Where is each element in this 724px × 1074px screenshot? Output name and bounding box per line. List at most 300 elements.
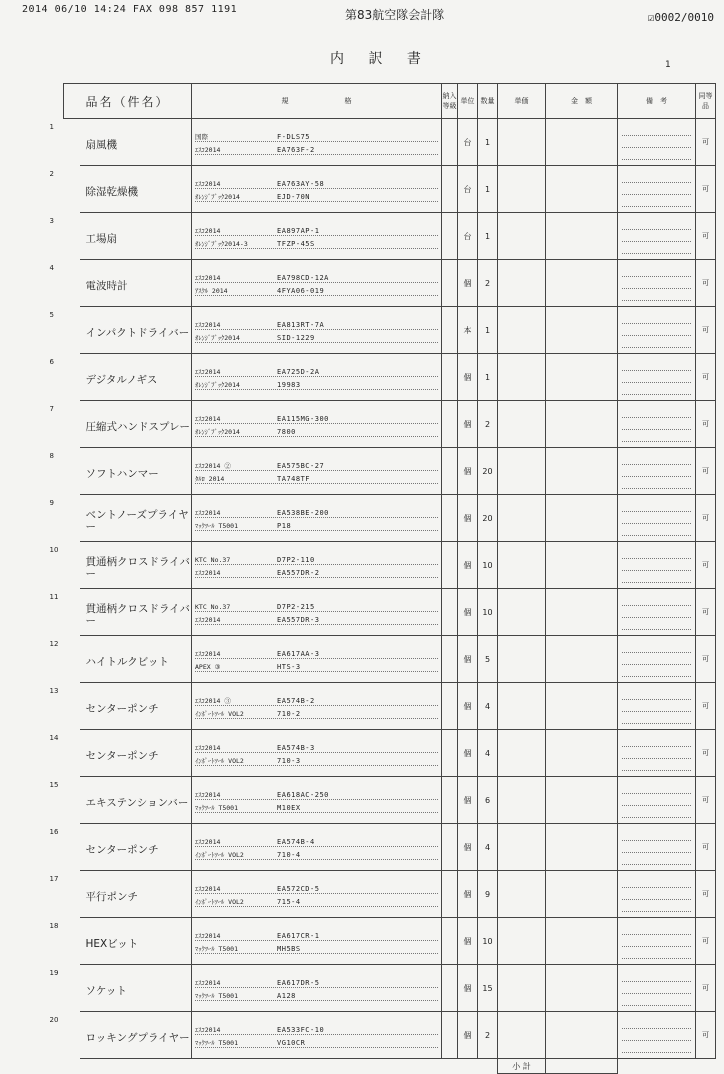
item-price (498, 871, 546, 918)
item-price (498, 495, 546, 542)
spec-line (195, 505, 438, 518)
spec-source: ｵﾚﾝｼﾞﾌﾞｯｸ2014-3 (195, 240, 248, 248)
item-grade (442, 636, 458, 683)
spec-source: ｴｽｺ2014 (195, 415, 221, 423)
item-qty: 15 (478, 965, 498, 1012)
item-qty: 2 (478, 260, 498, 307)
spec-line (195, 988, 438, 1001)
col-note: 備 考 (618, 84, 696, 119)
item-spec (192, 589, 442, 636)
item-unit: 個 (458, 401, 478, 448)
spec-model: EA572CD-5 (277, 885, 320, 893)
item-note (618, 777, 696, 824)
item-note (618, 166, 696, 213)
spec-source: ｴｽｺ2014 (195, 274, 221, 282)
spec-source: ｴｽｺ2014 (195, 932, 221, 940)
spec-model: EA574B-2 (277, 697, 315, 705)
item-same: 可 (696, 683, 716, 730)
item-same: 可 (696, 119, 716, 166)
table-row (64, 495, 716, 542)
table-row (64, 448, 716, 495)
item-note (618, 542, 696, 589)
spec-model: EA575BC-27 (277, 462, 325, 470)
spec-source: ｴｽｺ2014 (195, 838, 221, 846)
row-number: 11 (49, 593, 59, 601)
item-spec (192, 166, 442, 213)
item-price (498, 448, 546, 495)
page-counter: ☑0002/0010 (647, 11, 714, 24)
item-price (498, 683, 546, 730)
item-same: 可 (696, 401, 716, 448)
item-name: ソケット (80, 965, 192, 1012)
item-price (498, 636, 546, 683)
spec-source: ｴｽｺ2014 ② (195, 462, 231, 470)
row-number: 13 (49, 687, 59, 695)
item-name: センターポンチ (80, 683, 192, 730)
spec-source: 国際 (195, 133, 209, 141)
item-same: 可 (696, 777, 716, 824)
item-note (618, 401, 696, 448)
spec-model: M10EX (277, 804, 301, 812)
spec-line (195, 928, 438, 941)
spec-source: ｱｽｸﾙ 2014 (195, 287, 228, 295)
item-same: 可 (696, 871, 716, 918)
item-qty: 9 (478, 871, 498, 918)
spec-model: EA574B-4 (277, 838, 315, 846)
item-unit: 個 (458, 1012, 478, 1059)
item-grade (442, 918, 458, 965)
spec-source: APEX ③ (195, 663, 221, 671)
item-note (618, 1012, 696, 1059)
col-name: 品名（件名） (64, 84, 192, 119)
fax-header: 2014 06/10 14:24 FAX 098 857 1191 (22, 4, 238, 15)
item-grade (442, 119, 458, 166)
spec-line (195, 411, 438, 424)
spec-model: 710-3 (277, 757, 301, 765)
item-spec (192, 824, 442, 871)
org-name: 第83航空隊会計隊 (345, 8, 445, 22)
item-spec (192, 636, 442, 683)
row-number-cell (49, 260, 80, 307)
spec-model: EA897AP-1 (277, 227, 320, 235)
spec-model: SID-1229 (277, 334, 315, 342)
row-number-cell (49, 824, 80, 871)
item-qty: 4 (478, 683, 498, 730)
fax-page-icon: ☑ (647, 11, 655, 24)
item-note (618, 730, 696, 777)
item-qty: 2 (478, 401, 498, 448)
item-name: 貫通柄クロスドライバー (80, 589, 192, 636)
item-name: センターポンチ (80, 730, 192, 777)
item-grade (442, 824, 458, 871)
item-spec (192, 918, 442, 965)
item-price (498, 542, 546, 589)
item-unit: 個 (458, 542, 478, 589)
spec-model: D7P2-110 (277, 556, 315, 564)
item-note (618, 589, 696, 636)
spec-line (195, 659, 438, 672)
item-same: 可 (696, 965, 716, 1012)
spec-source: ｴｽｺ2014 (195, 146, 221, 154)
spec-line (195, 176, 438, 189)
item-unit: 台 (458, 119, 478, 166)
item-name: 電波時計 (80, 260, 192, 307)
item-note (618, 307, 696, 354)
row-number: 19 (49, 969, 59, 977)
row-number: 17 (49, 875, 59, 883)
spec-model: EA574B-3 (277, 744, 315, 752)
spec-source: ｴｽｺ2014 (195, 509, 221, 517)
table-row (64, 918, 716, 965)
spec-source: ｴｽｺ2014 (195, 321, 221, 329)
spec-source: ｴｽｺ2014 (195, 1026, 221, 1034)
spec-line (195, 364, 438, 377)
spec-model: HTS-3 (277, 663, 301, 671)
item-same: 可 (696, 1012, 716, 1059)
item-grade (442, 448, 458, 495)
spec-line (195, 894, 438, 907)
spec-source: ｲﾝﾎﾟｰﾄﾂｰﾙ VOL2 (195, 710, 244, 718)
spec-source: ｴｽｺ2014 (195, 885, 221, 893)
item-same: 可 (696, 918, 716, 965)
item-price (498, 824, 546, 871)
table-row (64, 213, 716, 260)
spec-model: F-DLS75 (277, 133, 311, 141)
row-number-cell (49, 354, 80, 401)
spec-line (195, 142, 438, 155)
item-price (498, 213, 546, 260)
col-spec: 規 格 (192, 84, 442, 119)
item-unit: 個 (458, 495, 478, 542)
item-amount (546, 307, 618, 354)
spec-model: EA813RT-7A (277, 321, 325, 329)
item-name: 平行ポンチ (80, 871, 192, 918)
spec-model: 4FYA06-019 (277, 287, 325, 295)
item-price (498, 965, 546, 1012)
item-spec (192, 965, 442, 1012)
row-number-cell (49, 871, 80, 918)
spec-line (195, 317, 438, 330)
item-unit: 個 (458, 636, 478, 683)
item-note (618, 824, 696, 871)
spec-model: EA557DR-3 (277, 616, 320, 624)
item-grade (442, 354, 458, 401)
spec-line (195, 223, 438, 236)
item-amount (546, 824, 618, 871)
spec-line (195, 471, 438, 484)
item-spec (192, 260, 442, 307)
table-row (64, 1012, 716, 1059)
item-unit: 個 (458, 777, 478, 824)
spec-source: ｵﾚﾝｼﾞﾌﾞｯｸ2014 (195, 193, 240, 201)
item-amount (546, 1012, 618, 1059)
table-row (64, 965, 716, 1012)
item-amount (546, 542, 618, 589)
spec-model: EA115MG-300 (277, 415, 329, 423)
spec-line (195, 270, 438, 283)
item-name: ベントノーズプライヤー (80, 495, 192, 542)
item-spec (192, 683, 442, 730)
row-number: 3 (49, 217, 54, 225)
item-amount (546, 918, 618, 965)
item-name: センターポンチ (80, 824, 192, 871)
item-grade (442, 495, 458, 542)
row-number: 6 (49, 358, 54, 366)
spec-line (195, 941, 438, 954)
row-number-cell (49, 589, 80, 636)
spec-source: ｴｽｺ2014 (195, 616, 221, 624)
item-note (618, 918, 696, 965)
item-amount (546, 589, 618, 636)
item-same: 可 (696, 542, 716, 589)
item-name: 扇風機 (80, 119, 192, 166)
row-number: 18 (49, 922, 59, 930)
item-name: デジタルノギス (80, 354, 192, 401)
item-amount (546, 166, 618, 213)
row-number-cell (49, 401, 80, 448)
row-number-cell (49, 495, 80, 542)
item-amount (546, 965, 618, 1012)
table-row (64, 730, 716, 777)
item-qty: 20 (478, 448, 498, 495)
item-qty: 10 (478, 589, 498, 636)
item-qty: 1 (478, 119, 498, 166)
row-number: 4 (49, 264, 54, 272)
item-spec (192, 1012, 442, 1059)
spec-model: 715-4 (277, 898, 301, 906)
spec-line (195, 518, 438, 531)
item-qty: 20 (478, 495, 498, 542)
row-number: 2 (49, 170, 54, 178)
row-number-cell (49, 918, 80, 965)
spec-source: ｴｽｺ2014 ③ (195, 697, 231, 705)
spec-source: ｴｽｺ2014 (195, 368, 221, 376)
spec-source: ｵﾚﾝｼﾞﾌﾞｯｸ2014 (195, 428, 240, 436)
item-qty: 10 (478, 918, 498, 965)
item-price (498, 730, 546, 777)
item-same: 可 (696, 260, 716, 307)
item-spec (192, 307, 442, 354)
spec-line (195, 565, 438, 578)
spec-source: ｴｽｺ2014 (195, 744, 221, 752)
item-grade (442, 213, 458, 260)
spec-model: EA763AY-58 (277, 180, 325, 188)
spec-line (195, 236, 438, 249)
item-name: 貫通柄クロスドライバー (80, 542, 192, 589)
item-unit: 本 (458, 307, 478, 354)
row-number: 10 (49, 546, 59, 554)
item-amount (546, 730, 618, 777)
row-number: 1 (49, 123, 54, 132)
item-price (498, 166, 546, 213)
spec-model: TA748TF (277, 475, 311, 483)
spec-line (195, 424, 438, 437)
item-same: 可 (696, 495, 716, 542)
item-unit: 台 (458, 213, 478, 260)
item-spec (192, 730, 442, 777)
spec-line (195, 612, 438, 625)
row-number-cell (49, 777, 80, 824)
item-qty: 10 (478, 542, 498, 589)
spec-model: TFZP-45S (277, 240, 315, 248)
item-spec (192, 448, 442, 495)
table-row (64, 636, 716, 683)
spec-line (195, 740, 438, 753)
item-price (498, 307, 546, 354)
spec-line (195, 330, 438, 343)
item-unit: 個 (458, 824, 478, 871)
item-price (498, 260, 546, 307)
row-number-cell (49, 965, 80, 1012)
item-note (618, 260, 696, 307)
table-row (64, 166, 716, 213)
item-amount (546, 636, 618, 683)
spec-source: ｲﾝﾎﾟｰﾄﾂｰﾙ VOL2 (195, 851, 244, 859)
item-unit: 個 (458, 965, 478, 1012)
spec-line (195, 599, 438, 612)
item-qty: 1 (478, 213, 498, 260)
spec-source: ﾏｯｸﾂｰﾙ T5001 (195, 522, 238, 530)
item-unit: 個 (458, 918, 478, 965)
row-number: 16 (49, 828, 59, 836)
item-name: 除湿乾燥機 (80, 166, 192, 213)
spec-model: EA617CR-1 (277, 932, 320, 940)
item-unit: 台 (458, 166, 478, 213)
spec-model: EA557DR-2 (277, 569, 320, 577)
spec-source: KTC No.37 (195, 603, 231, 611)
item-note (618, 213, 696, 260)
item-price (498, 918, 546, 965)
row-number-cell (49, 636, 80, 683)
item-grade (442, 401, 458, 448)
item-spec (192, 213, 442, 260)
item-amount (546, 777, 618, 824)
spec-source: ｵﾚﾝｼﾞﾌﾞｯｸ2014 (195, 381, 240, 389)
item-spec (192, 777, 442, 824)
item-unit: 個 (458, 683, 478, 730)
table-row (64, 542, 716, 589)
item-note (618, 354, 696, 401)
item-qty: 5 (478, 636, 498, 683)
item-spec (192, 119, 442, 166)
item-amount (546, 213, 618, 260)
spec-model: EA617DR-5 (277, 979, 320, 987)
item-grade (442, 730, 458, 777)
item-unit: 個 (458, 589, 478, 636)
item-name: インパクトドライバー (80, 307, 192, 354)
item-qty: 4 (478, 730, 498, 777)
spec-line (195, 847, 438, 860)
spec-model: 7800 (277, 428, 296, 436)
item-qty: 1 (478, 354, 498, 401)
item-unit: 個 (458, 260, 478, 307)
spec-line (195, 975, 438, 988)
item-price (498, 1012, 546, 1059)
table-row (64, 119, 716, 166)
spec-model: 19983 (277, 381, 301, 389)
item-spec (192, 354, 442, 401)
table-row (64, 401, 716, 448)
subtotal-label: 小 計 (498, 1059, 546, 1074)
subtotal-row (64, 1059, 716, 1074)
spec-model: VG10CR (277, 1039, 306, 1047)
spec-model: 710-4 (277, 851, 301, 859)
spec-source: ｴｽｺ2014 (195, 569, 221, 577)
spec-model: MH5BS (277, 945, 301, 953)
item-amount (546, 683, 618, 730)
spec-line (195, 834, 438, 847)
table-row (64, 824, 716, 871)
row-number-cell (49, 213, 80, 260)
item-note (618, 965, 696, 1012)
item-qty: 6 (478, 777, 498, 824)
spec-source: ｴｽｺ2014 (195, 180, 221, 188)
col-grade: 納入等級 (442, 84, 458, 119)
item-amount (546, 495, 618, 542)
item-price (498, 119, 546, 166)
item-same: 可 (696, 307, 716, 354)
item-amount (546, 871, 618, 918)
col-amount: 金 額 (546, 84, 618, 119)
row-number: 9 (49, 499, 54, 507)
row-number: 14 (49, 734, 59, 742)
spec-source: ｴｽｺ2014 (195, 791, 221, 799)
table-row (64, 260, 716, 307)
item-same: 可 (696, 448, 716, 495)
row-number-cell (49, 307, 80, 354)
document-title: 内 訳 書 (330, 51, 431, 67)
col-unit: 単位 (458, 84, 478, 119)
row-number: 7 (49, 405, 54, 413)
spec-model: EA798CD-12A (277, 274, 329, 282)
item-same: 可 (696, 354, 716, 401)
item-name: ロッキングプライヤー (80, 1012, 192, 1059)
item-unit: 個 (458, 730, 478, 777)
spec-line (195, 377, 438, 390)
item-same: 可 (696, 636, 716, 683)
spec-model: EA618AC-250 (277, 791, 329, 799)
spec-line (195, 646, 438, 659)
item-name: エキステンションバー (80, 777, 192, 824)
item-note (618, 871, 696, 918)
table-row (64, 871, 716, 918)
item-grade (442, 683, 458, 730)
spec-line (195, 787, 438, 800)
item-amount (546, 401, 618, 448)
item-spec (192, 401, 442, 448)
table-row (64, 589, 716, 636)
subtotal-amount (546, 1059, 618, 1074)
table-header (64, 84, 716, 119)
spec-source: ｴｽｺ2014 (195, 979, 221, 987)
spec-line (195, 1035, 438, 1048)
spec-line (195, 129, 438, 142)
item-unit: 個 (458, 448, 478, 495)
spec-line (195, 458, 438, 471)
item-amount (546, 119, 618, 166)
spec-source: ｴｽｺ2014 (195, 227, 221, 235)
item-qty: 4 (478, 824, 498, 871)
sheet-number: 1 (665, 60, 671, 70)
item-same: 可 (696, 589, 716, 636)
row-number: 5 (49, 311, 54, 319)
spec-line (195, 283, 438, 296)
spec-source: KTC No.37 (195, 556, 231, 564)
row-number-cell (49, 542, 80, 589)
spec-line (195, 189, 438, 202)
spec-source: ｲﾝﾎﾟｰﾄﾂｰﾙ VOL2 (195, 757, 244, 765)
item-note (618, 448, 696, 495)
